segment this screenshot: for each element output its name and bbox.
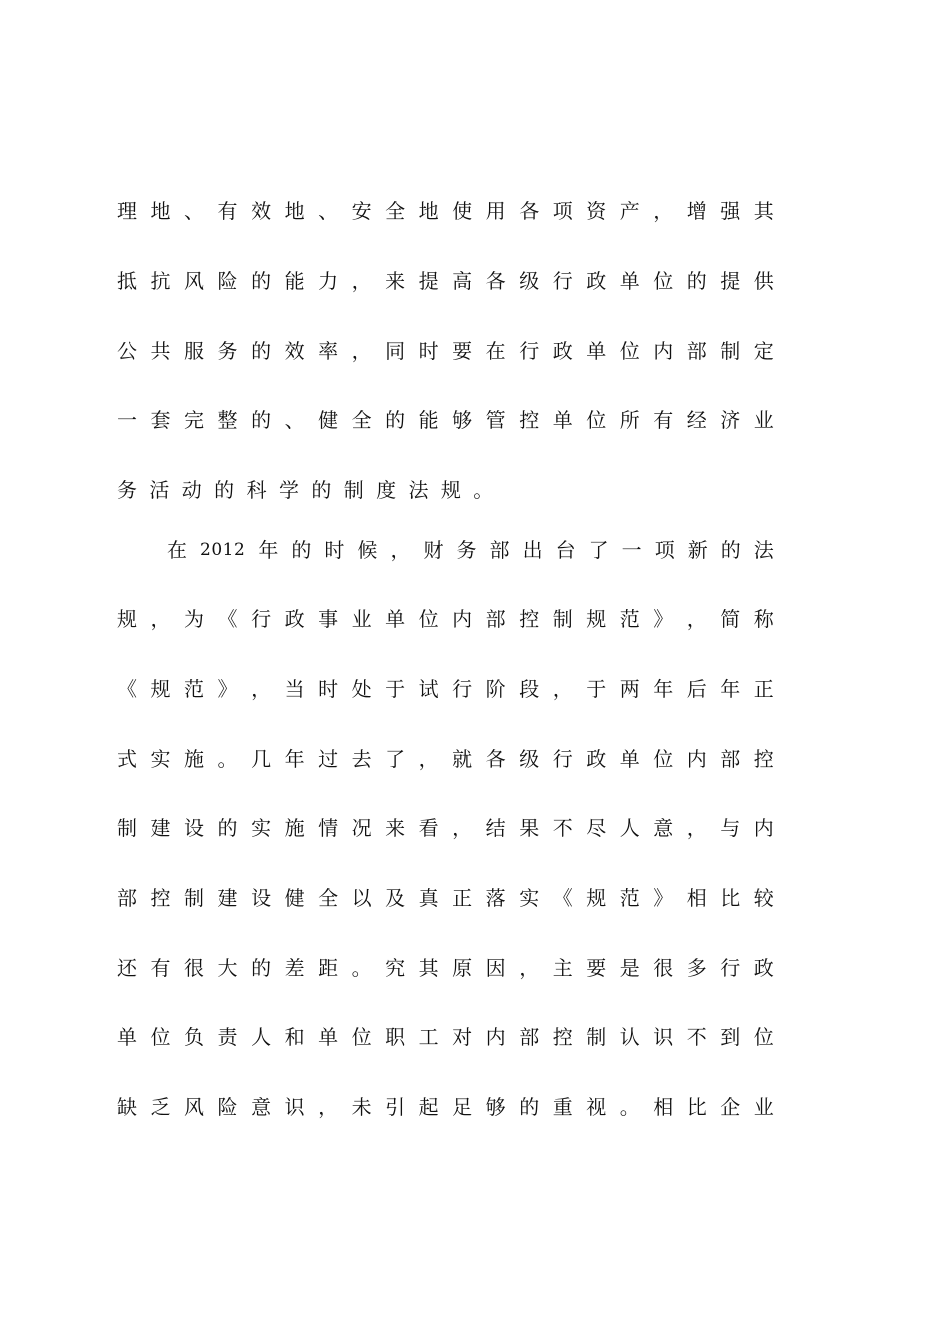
glyph: 尽 xyxy=(586,816,607,840)
glyph: 对 xyxy=(452,1025,473,1049)
glyph: 及 xyxy=(385,886,406,910)
paragraph-line-4 xyxy=(117,405,774,435)
glyph: 单 xyxy=(586,339,607,363)
glyph: 控 xyxy=(150,886,171,910)
glyph: 理 xyxy=(117,199,137,223)
glyph: 差 xyxy=(284,956,305,980)
glyph: 不 xyxy=(552,816,573,840)
glyph: 制 xyxy=(117,816,137,840)
glyph: 落 xyxy=(485,886,506,910)
glyph: 级 xyxy=(519,747,540,771)
glyph: 位 xyxy=(351,1025,372,1049)
glyph: 学 xyxy=(278,478,299,502)
glyph: 险 xyxy=(217,1095,238,1119)
glyph: 主 xyxy=(552,956,573,980)
glyph: 未 xyxy=(351,1095,372,1119)
glyph: 过 xyxy=(318,747,339,771)
glyph: 用 xyxy=(485,199,506,223)
glyph: 原 xyxy=(452,956,473,980)
glyph: 有 xyxy=(653,408,674,432)
glyph: 去 xyxy=(351,747,372,771)
glyph: 相 xyxy=(653,1095,674,1119)
glyph: 责 xyxy=(217,1025,238,1049)
glyph: 处 xyxy=(351,677,372,701)
glyph: 规 xyxy=(150,677,171,701)
glyph: 起 xyxy=(418,1095,439,1119)
glyph: 因 xyxy=(485,956,506,980)
glyph: 内 xyxy=(452,607,473,631)
glyph: 制 xyxy=(552,607,573,631)
glyph: 是 xyxy=(619,956,640,980)
glyph: 经 xyxy=(686,408,707,432)
paragraph-line-1 xyxy=(117,196,774,226)
glyph: 制 xyxy=(586,1025,607,1049)
glyph: 距 xyxy=(318,956,339,980)
paragraph-line-13 xyxy=(117,1022,774,1052)
glyph: 部 xyxy=(720,747,741,771)
glyph: 风 xyxy=(184,269,205,293)
paragraph-line-8 xyxy=(117,674,774,704)
glyph: 试 xyxy=(418,677,439,701)
glyph: 单 xyxy=(619,747,640,771)
glyph: 有 xyxy=(217,199,238,223)
glyph: 建 xyxy=(217,886,238,910)
glyph: 务 xyxy=(456,538,477,562)
glyph: 《 xyxy=(117,677,137,701)
glyph: 的 xyxy=(720,538,741,562)
glyph: 各 xyxy=(485,747,506,771)
glyph: 时 xyxy=(418,339,439,363)
glyph: 以 xyxy=(351,886,372,910)
glyph: 、 xyxy=(184,199,205,223)
glyph: 行 xyxy=(251,607,272,631)
glyph: 》 xyxy=(653,607,674,631)
glyph: 全 xyxy=(318,886,339,910)
glyph: 真 xyxy=(418,886,439,910)
glyph: 资 xyxy=(586,199,607,223)
glyph: 时 xyxy=(324,538,345,562)
glyph: 在 xyxy=(485,339,506,363)
glyph: 乏 xyxy=(150,1095,171,1119)
glyph: 提 xyxy=(720,269,741,293)
glyph: 其 xyxy=(753,199,774,223)
glyph: 管 xyxy=(485,408,506,432)
glyph: 能 xyxy=(284,269,305,293)
glyph: 位 xyxy=(653,269,674,293)
glyph: 实 xyxy=(150,747,171,771)
glyph: 供 xyxy=(753,269,774,293)
glyph: 制 xyxy=(720,339,741,363)
glyph: 强 xyxy=(720,199,741,223)
glyph: 控 xyxy=(519,408,540,432)
glyph: 较 xyxy=(753,886,774,910)
glyph: 、 xyxy=(318,199,339,223)
glyph: 法 xyxy=(408,478,429,502)
glyph: 。 xyxy=(619,1095,640,1119)
glyph: 内 xyxy=(653,339,674,363)
glyph: 设 xyxy=(184,816,205,840)
glyph: 到 xyxy=(720,1025,741,1049)
glyph: 大 xyxy=(217,956,238,980)
glyph: 行 xyxy=(720,956,741,980)
glyph: 有 xyxy=(150,956,171,980)
glyph: 比 xyxy=(686,1095,707,1119)
glyph: 后 xyxy=(686,677,707,701)
glyph: 财 xyxy=(423,538,444,562)
glyph: 效 xyxy=(284,339,305,363)
glyph: 部 xyxy=(489,538,510,562)
glyph: 了 xyxy=(588,538,609,562)
glyph: 内 xyxy=(686,747,707,771)
glyph: 增 xyxy=(686,199,707,223)
glyph: 称 xyxy=(753,607,774,631)
glyph: 要 xyxy=(452,339,473,363)
glyph: 率 xyxy=(318,339,339,363)
paragraph-line-2 xyxy=(117,266,774,296)
glyph: 事 xyxy=(318,607,339,631)
glyph: ， xyxy=(452,816,473,840)
glyph: 和 xyxy=(284,1025,305,1049)
glyph: 抵 xyxy=(117,269,137,293)
glyph: 台 xyxy=(555,538,576,562)
glyph: 2012 xyxy=(200,540,246,560)
paragraph-line-5 xyxy=(117,475,774,505)
glyph: ， xyxy=(150,607,171,631)
glyph: 位 xyxy=(619,339,640,363)
glyph: 识 xyxy=(653,1025,674,1049)
glyph: 的 xyxy=(214,478,235,502)
glyph: 位 xyxy=(653,747,674,771)
glyph: 各 xyxy=(519,199,540,223)
paragraph-line-3 xyxy=(117,336,774,366)
glyph: 所 xyxy=(619,408,640,432)
glyph: 全 xyxy=(385,199,406,223)
glyph: 式 xyxy=(117,747,137,771)
glyph: 产 xyxy=(619,199,640,223)
glyph: 建 xyxy=(150,816,171,840)
glyph: 负 xyxy=(184,1025,205,1049)
glyph: 的 xyxy=(385,408,406,432)
glyph: 的 xyxy=(251,269,272,293)
glyph: 济 xyxy=(720,408,741,432)
glyph: 认 xyxy=(619,1025,640,1049)
glyph: 定 xyxy=(753,339,774,363)
glyph: 政 xyxy=(586,269,607,293)
glyph: 实 xyxy=(251,816,272,840)
glyph: 新 xyxy=(687,538,708,562)
glyph: 年 xyxy=(653,677,674,701)
glyph: 视 xyxy=(586,1095,607,1119)
glyph: 项 xyxy=(552,199,573,223)
glyph: 年 xyxy=(284,747,305,771)
glyph: 活 xyxy=(149,478,170,502)
glyph: 很 xyxy=(184,956,205,980)
glyph: 》 xyxy=(217,677,238,701)
glyph: 足 xyxy=(452,1095,473,1119)
glyph: 正 xyxy=(753,677,774,701)
glyph: 同 xyxy=(385,339,406,363)
glyph: 业 xyxy=(753,1095,774,1119)
glyph: 的 xyxy=(686,269,707,293)
glyph: 于 xyxy=(385,677,406,701)
glyph: 部 xyxy=(686,339,707,363)
glyph: 动 xyxy=(181,478,202,502)
glyph: 的 xyxy=(217,816,238,840)
glyph: ， xyxy=(418,747,439,771)
glyph: ， xyxy=(552,677,573,701)
glyph: 单 xyxy=(619,269,640,293)
glyph: 风 xyxy=(184,1095,205,1119)
glyph: 够 xyxy=(452,408,473,432)
glyph: 与 xyxy=(720,816,741,840)
glyph: 结 xyxy=(485,816,506,840)
glyph: 多 xyxy=(686,956,707,980)
glyph: 看 xyxy=(418,816,439,840)
glyph: 就 xyxy=(452,747,473,771)
glyph: 企 xyxy=(720,1095,741,1119)
glyph: 两 xyxy=(619,677,640,701)
glyph: 完 xyxy=(184,408,205,432)
glyph: 的 xyxy=(311,478,332,502)
glyph: 级 xyxy=(519,269,540,293)
glyph: 很 xyxy=(653,956,674,980)
glyph: 地 xyxy=(418,199,439,223)
glyph: 》 xyxy=(653,886,674,910)
glyph: 引 xyxy=(385,1095,406,1119)
glyph: 使 xyxy=(452,199,473,223)
glyph: 《 xyxy=(217,607,238,631)
glyph: 几 xyxy=(251,747,272,771)
glyph: 人 xyxy=(251,1025,272,1049)
glyph: 行 xyxy=(452,677,473,701)
glyph: 制 xyxy=(184,886,205,910)
glyph: 年 xyxy=(258,538,279,562)
glyph: 范 xyxy=(619,607,640,631)
glyph: 阶 xyxy=(485,677,506,701)
glyph: ， xyxy=(653,199,674,223)
glyph: 候 xyxy=(357,538,378,562)
glyph: 行 xyxy=(552,269,573,293)
glyph: 来 xyxy=(385,816,406,840)
glyph: 制 xyxy=(343,478,364,502)
glyph: 控 xyxy=(753,747,774,771)
glyph: 于 xyxy=(586,677,607,701)
glyph: 政 xyxy=(753,956,774,980)
paragraph-line-11 xyxy=(117,883,774,913)
glyph: 业 xyxy=(351,607,372,631)
glyph: 控 xyxy=(519,607,540,631)
glyph: 够 xyxy=(485,1095,506,1119)
glyph: 整 xyxy=(217,408,238,432)
glyph: 的 xyxy=(519,1095,540,1119)
glyph: 规 xyxy=(440,478,461,502)
glyph: 单 xyxy=(385,607,406,631)
glyph: 控 xyxy=(552,1025,573,1049)
paragraph-line-12 xyxy=(117,953,774,983)
glyph: 其 xyxy=(418,956,439,980)
glyph: 地 xyxy=(284,199,305,223)
glyph: 项 xyxy=(654,538,675,562)
glyph: 。 xyxy=(217,747,238,771)
glyph: 范 xyxy=(619,886,640,910)
glyph: 地 xyxy=(150,199,171,223)
glyph: 施 xyxy=(284,816,305,840)
glyph: 抗 xyxy=(150,269,171,293)
paragraph-line-6 xyxy=(167,535,774,565)
glyph: 险 xyxy=(217,269,238,293)
glyph: 健 xyxy=(284,886,305,910)
glyph: ， xyxy=(351,269,372,293)
glyph: ， xyxy=(390,538,411,562)
glyph: 规 xyxy=(586,607,607,631)
glyph: 的 xyxy=(251,408,272,432)
glyph: 位 xyxy=(586,408,607,432)
glyph: 部 xyxy=(519,1025,540,1049)
glyph: 内 xyxy=(485,1025,506,1049)
glyph: 力 xyxy=(318,269,339,293)
glyph: ， xyxy=(686,816,707,840)
glyph: 意 xyxy=(251,1095,272,1119)
glyph: 况 xyxy=(351,816,372,840)
glyph: 简 xyxy=(720,607,741,631)
glyph: 不 xyxy=(686,1025,707,1049)
glyph: 意 xyxy=(653,816,674,840)
glyph: 行 xyxy=(552,747,573,771)
glyph: ， xyxy=(519,956,540,980)
glyph: 设 xyxy=(251,886,272,910)
glyph: 政 xyxy=(586,747,607,771)
glyph: 时 xyxy=(318,677,339,701)
glyph: 了 xyxy=(385,747,406,771)
glyph: 要 xyxy=(586,956,607,980)
glyph: 来 xyxy=(385,269,406,293)
glyph: 。 xyxy=(351,956,372,980)
glyph: 出 xyxy=(522,538,543,562)
glyph: 一 xyxy=(621,538,642,562)
glyph: 务 xyxy=(217,339,238,363)
glyph: 套 xyxy=(150,408,171,432)
glyph: 部 xyxy=(117,886,137,910)
glyph: 工 xyxy=(418,1025,439,1049)
glyph: 全 xyxy=(351,408,372,432)
glyph: 规 xyxy=(586,886,607,910)
glyph: 高 xyxy=(452,269,473,293)
glyph: 究 xyxy=(385,956,406,980)
glyph: 的 xyxy=(291,538,312,562)
glyph: 务 xyxy=(117,478,137,502)
glyph: 内 xyxy=(753,816,774,840)
glyph: 一 xyxy=(117,408,137,432)
glyph: 比 xyxy=(720,886,741,910)
glyph: 共 xyxy=(150,339,171,363)
glyph: 法 xyxy=(753,538,774,562)
glyph: 范 xyxy=(184,677,205,701)
glyph: ， xyxy=(318,1095,339,1119)
glyph: 相 xyxy=(686,886,707,910)
glyph: 业 xyxy=(753,408,774,432)
glyph: 单 xyxy=(318,1025,339,1049)
glyph: 位 xyxy=(753,1025,774,1049)
glyph: 行 xyxy=(519,339,540,363)
glyph: 的 xyxy=(251,339,272,363)
glyph: 度 xyxy=(376,478,397,502)
glyph: 还 xyxy=(117,956,137,980)
glyph: 各 xyxy=(485,269,506,293)
glyph: 人 xyxy=(619,816,640,840)
glyph: 部 xyxy=(485,607,506,631)
glyph: 当 xyxy=(284,677,305,701)
glyph: ， xyxy=(251,677,272,701)
glyph: 段 xyxy=(519,677,540,701)
glyph: 单 xyxy=(117,1025,137,1049)
glyph: 实 xyxy=(519,886,540,910)
glyph: 公 xyxy=(117,339,137,363)
glyph: 政 xyxy=(552,339,573,363)
glyph: 政 xyxy=(284,607,305,631)
glyph: 缺 xyxy=(117,1095,137,1119)
glyph: 。 xyxy=(473,478,494,502)
glyph: 能 xyxy=(418,408,439,432)
glyph: 情 xyxy=(318,816,339,840)
paragraph-line-7 xyxy=(117,604,774,634)
glyph: 安 xyxy=(351,199,372,223)
glyph: 重 xyxy=(552,1095,573,1119)
glyph: ， xyxy=(351,339,372,363)
glyph: 提 xyxy=(418,269,439,293)
glyph: 规 xyxy=(117,607,137,631)
glyph: 《 xyxy=(552,886,573,910)
paragraph-line-14 xyxy=(117,1092,774,1122)
paragraph-line-9 xyxy=(117,744,774,774)
glyph: 健 xyxy=(318,408,339,432)
glyph: 在 xyxy=(167,538,187,562)
glyph: 职 xyxy=(385,1025,406,1049)
glyph: 位 xyxy=(418,607,439,631)
paragraph-line-10 xyxy=(117,813,774,843)
glyph: 为 xyxy=(184,607,205,631)
glyph: 单 xyxy=(552,408,573,432)
glyph: ， xyxy=(686,607,707,631)
glyph: 服 xyxy=(184,339,205,363)
glyph: 年 xyxy=(720,677,741,701)
glyph: 施 xyxy=(184,747,205,771)
glyph: 果 xyxy=(519,816,540,840)
glyph: 、 xyxy=(284,408,305,432)
glyph: 科 xyxy=(246,478,267,502)
glyph: 正 xyxy=(452,886,473,910)
glyph: 位 xyxy=(150,1025,171,1049)
glyph: 的 xyxy=(251,956,272,980)
glyph: 效 xyxy=(251,199,272,223)
glyph: 识 xyxy=(284,1095,305,1119)
